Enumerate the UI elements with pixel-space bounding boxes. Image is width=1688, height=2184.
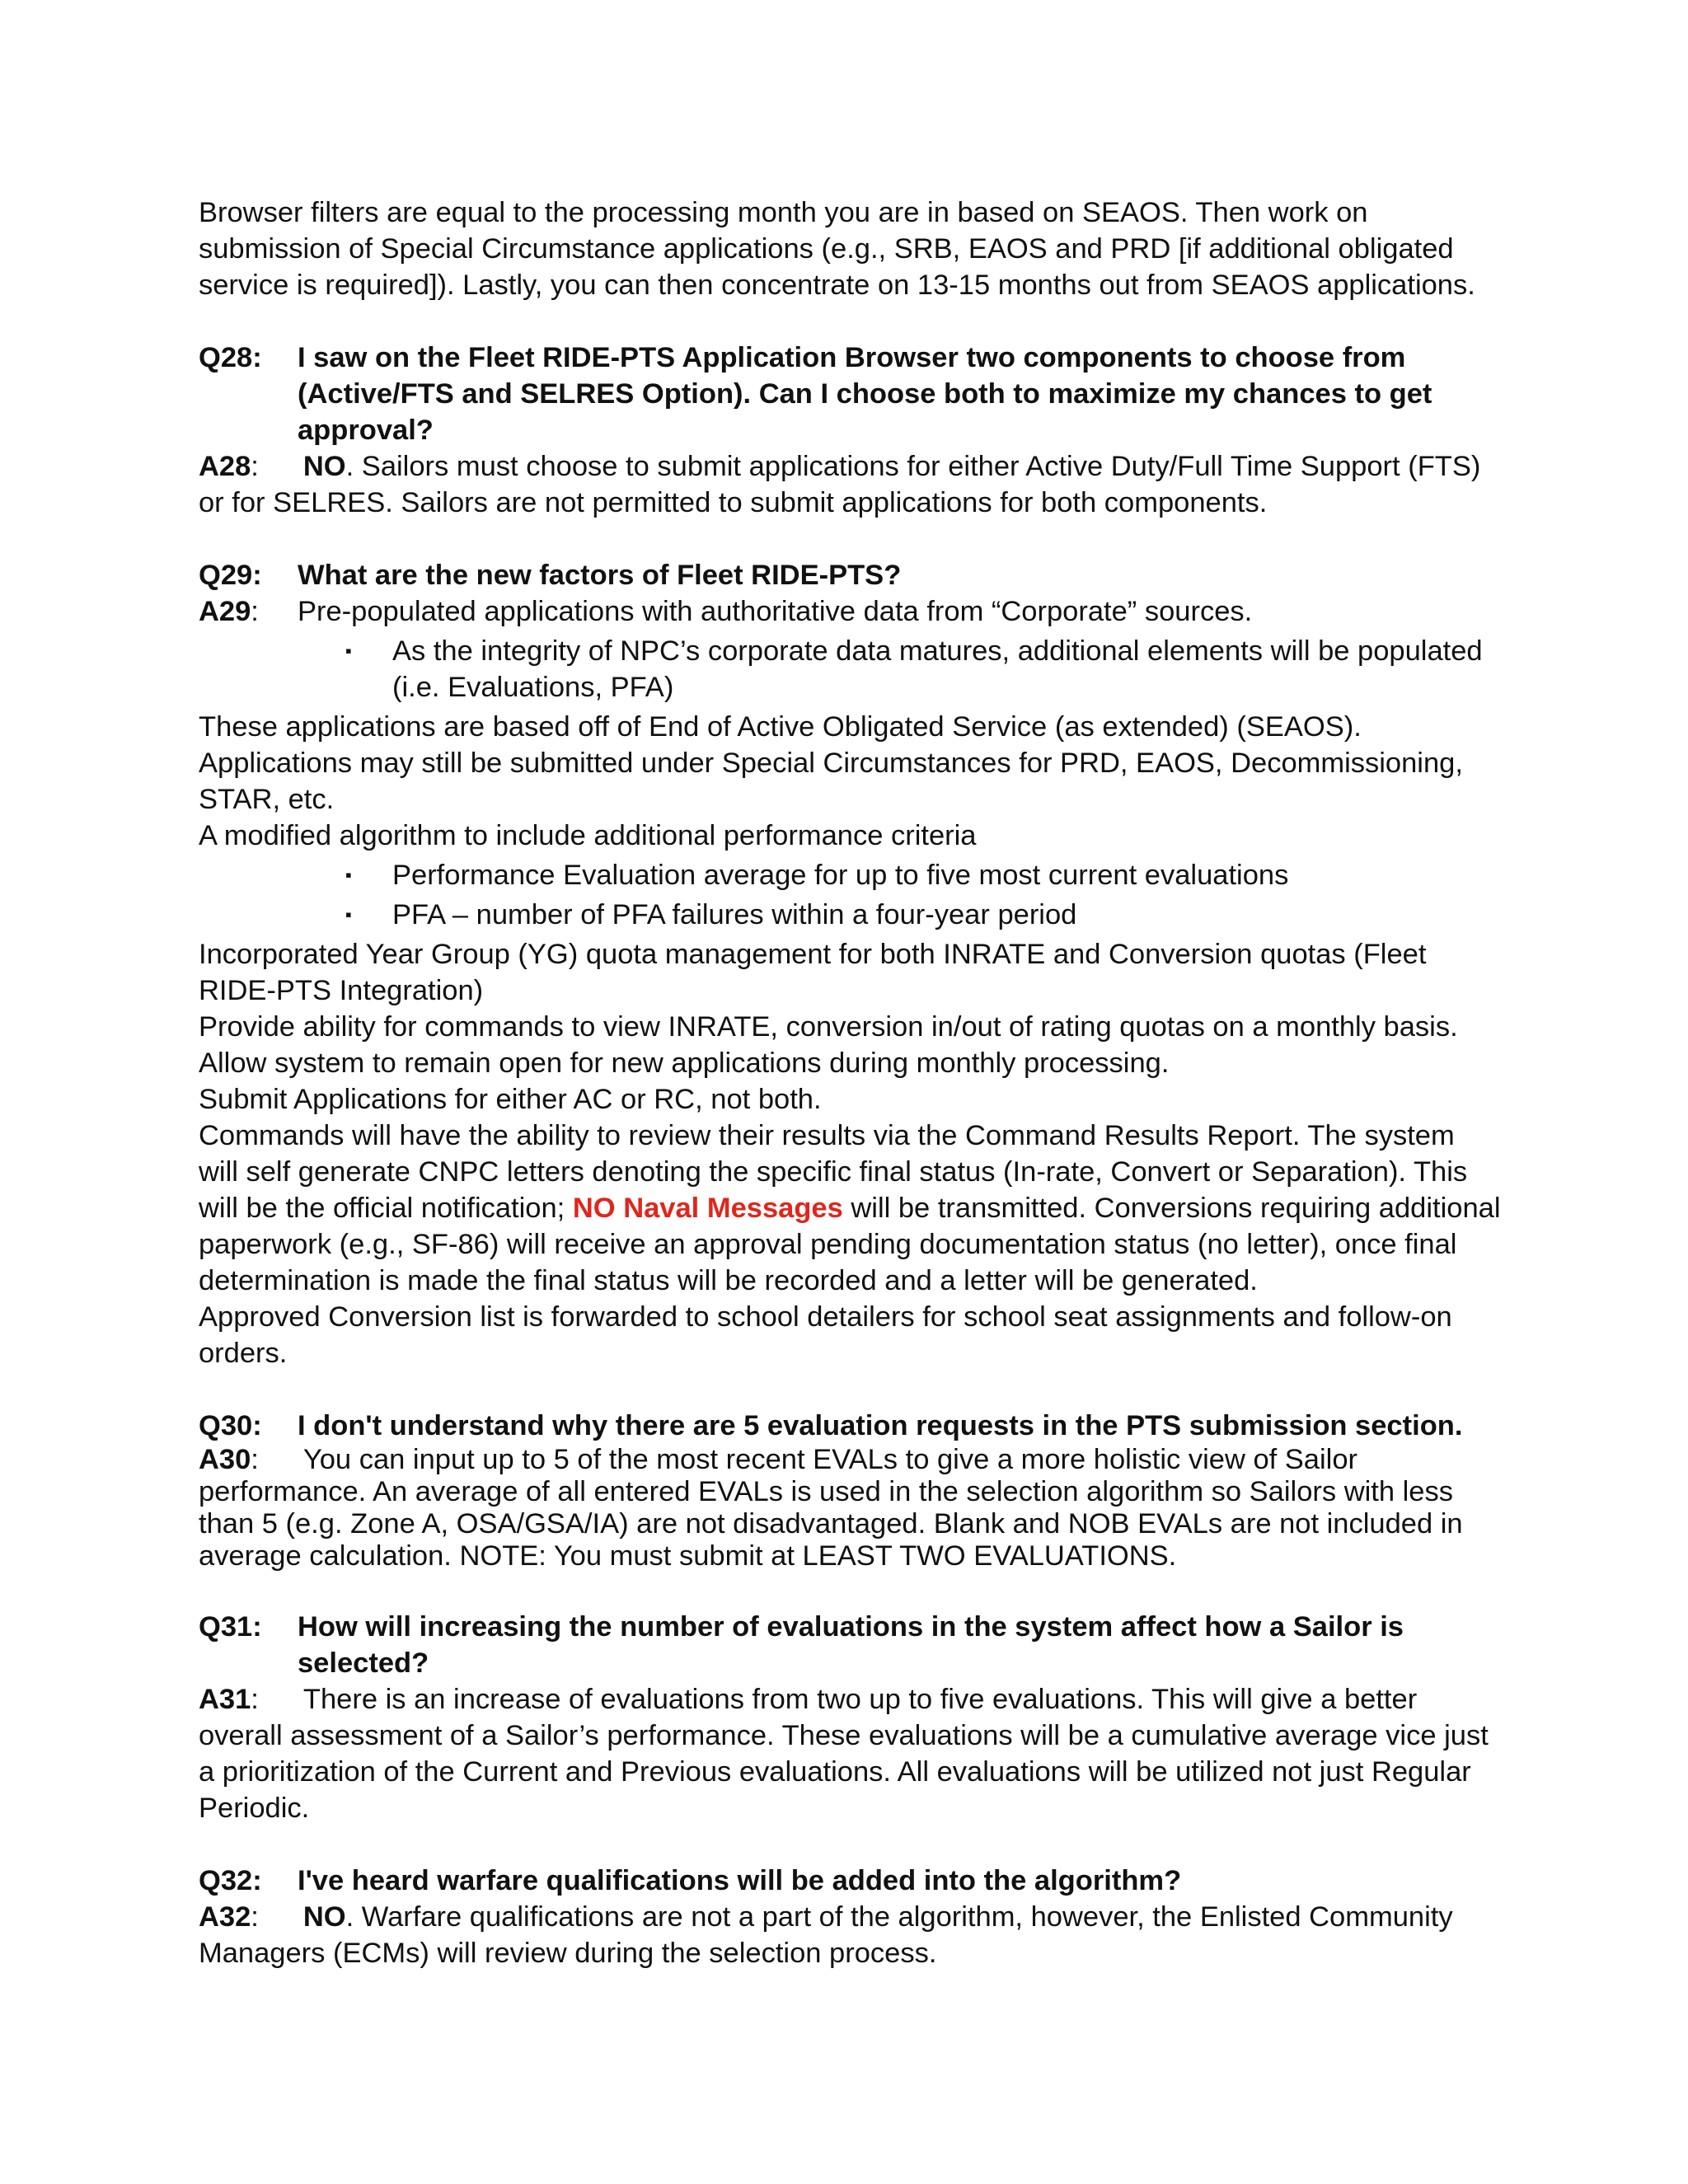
question-q32 (199, 1863, 1501, 1899)
body-line: Approved Conversion list is forwarded to school detailers for school seat assignments and follow-on orders. (199, 1301, 1452, 1369)
answer-label: A31 (199, 1684, 251, 1715)
answer-a28 (199, 448, 1501, 521)
body-line: Incorporated Year Group (YG) quota management for both INRATE and Conversion quotas (Fleet RIDE-PTS Integration) (199, 939, 1427, 1006)
body-text: Commands will have the ability to review their results via the Command Results Report. The system will self generate CNPC letters denoting the specific final status (In-rate, Convert or Separation). This will be the official notification; (199, 1120, 1468, 1224)
answer-text: There is an increase of evaluations from two up to five evaluations. This will give a better overall assessment of a Sailor’s performance. These evaluations will be a cumulative average vice just a prioritization of the Current and Previous evaluations. All evaluations will be utilized not just Regular Periodic. (199, 1684, 1489, 1824)
question-text: I saw on the Fleet RIDE-PTS Application Browser two components to choose from (Active/FTS and SELRES Option). Can I choose both to maximize my chances to get approval? (298, 342, 1432, 446)
answer-a32 (199, 1899, 1501, 1971)
faq-q31 (199, 1609, 1501, 1826)
bullet-square-icon: ▪ (345, 640, 352, 661)
answer-no: NO (302, 1901, 346, 1933)
answer-text: Pre-populated applications with authoritative data from “Corporate” sources. (298, 596, 1253, 627)
answer-a31 (199, 1681, 1501, 1826)
bullet-item (199, 633, 1501, 705)
bullet-square-icon: ▪ (345, 904, 352, 925)
question-q28 (199, 340, 1501, 448)
bullet-text: PFA – number of PFA failures within a four-year period (392, 899, 1077, 930)
answer-colon: : (251, 1684, 259, 1715)
bullet-text: As the integrity of NPC’s corporate data matures, additional elements will be populated (i.e. Evaluations, PFA) (392, 635, 1483, 703)
highlight-no-naval-messages: NO Naval Messages (572, 1193, 843, 1224)
body-line: Submit Applications for either AC or RC, not both. (199, 1084, 822, 1115)
answer-text: You can input up to 5 of the most recent EVALs to give a more holistic view of Sailor performance. An average of all entered EVALs is used in the selection algorithm so Sailors with less than 5 (e.g. Zone A, OSA/GSA/IA) are not disadvantaged. Blank and NOB EVALs are not included in average calculation. NOTE: You must submit at LEAST TWO EVALUATIONS. (199, 1444, 1463, 1572)
body-paragraph (199, 1118, 1501, 1299)
bullet-item (199, 857, 1501, 893)
body-line: Provide ability for commands to view INRATE, conversion in/out of rating quotas on a monthly basis. (199, 1011, 1458, 1043)
answer-a29 (199, 593, 1501, 630)
answer-no: NO (302, 451, 346, 482)
answer-colon: : (251, 451, 259, 482)
body-line: A modified algorithm to include additional performance criteria (199, 820, 977, 851)
question-text: I don't understand why there are 5 evaluation requests in the PTS submission section. (298, 1410, 1463, 1441)
answer-text: . Sailors must choose to submit applications for either Active Duty/Full Time Support (FTS) or for SELRES. Sailors are not permitted to submit applications for both components. (199, 451, 1481, 518)
question-label: Q28: (199, 342, 262, 373)
answer-colon: : (251, 596, 259, 627)
question-label: Q29: (199, 560, 262, 591)
question-q30 (199, 1408, 1501, 1444)
question-q29 (199, 557, 1501, 593)
answer-label: A30 (199, 1444, 251, 1475)
question-q31 (199, 1609, 1501, 1681)
answer-a30 (199, 1444, 1501, 1572)
answer-label: A29 (199, 596, 251, 627)
question-label: Q32: (199, 1865, 262, 1896)
question-label: Q31: (199, 1611, 262, 1643)
answer-label: A32 (199, 1901, 251, 1933)
faq-q32 (199, 1863, 1501, 1971)
intro-paragraph: Browser filters are equal to the processing month you are in based on SEAOS. Then work on submission of Special Circumstance applications (e.g., SRB, EAOS and PRD [if additional obligated service is required]). Lastly, you can then concentrate on 13-15 months out from SEAOS applications. (199, 197, 1475, 301)
body-line: Applications may still be submitted under Special Circumstances for PRD, EAOS, Decommissioning, STAR, etc. (199, 748, 1463, 815)
question-label: Q30: (199, 1410, 262, 1441)
question-text: I've heard warfare qualifications will be added into the algorithm? (298, 1865, 1182, 1896)
bullet-square-icon: ▪ (345, 865, 352, 885)
answer-colon: : (251, 1444, 259, 1475)
bullet-text: Performance Evaluation average for up to five most current evaluations (392, 860, 1289, 891)
answer-text: . Warfare qualifications are not a part of the algorithm, however, the Enlisted Community Managers (ECMs) will review during the selection process. (199, 1901, 1453, 1969)
question-text: How will increasing the number of evaluations in the system affect how a Sailor is selected? (298, 1611, 1404, 1679)
question-text: What are the new factors of Fleet RIDE-PTS? (298, 560, 902, 591)
answer-colon: : (251, 1901, 259, 1933)
faq-q28 (199, 340, 1501, 521)
faq-q30 (199, 1408, 1501, 1572)
document-page (199, 194, 1501, 1971)
body-line: These applications are based off of End of Active Obligated Service (as extended) (SEAOS). (199, 711, 1362, 743)
faq-q29 (199, 557, 1501, 1371)
body-line: Allow system to remain open for new applications during monthly processing. (199, 1047, 1170, 1079)
body-text: will be transmitted. Conversions requiring additional paperwork (e.g., SF-86) will receive an approval pending documentation status (no letter), once final determination is made the final status will be recorded and a letter will be generated. (199, 1193, 1501, 1296)
bullet-item (199, 897, 1501, 933)
answer-label: A28 (199, 451, 251, 482)
